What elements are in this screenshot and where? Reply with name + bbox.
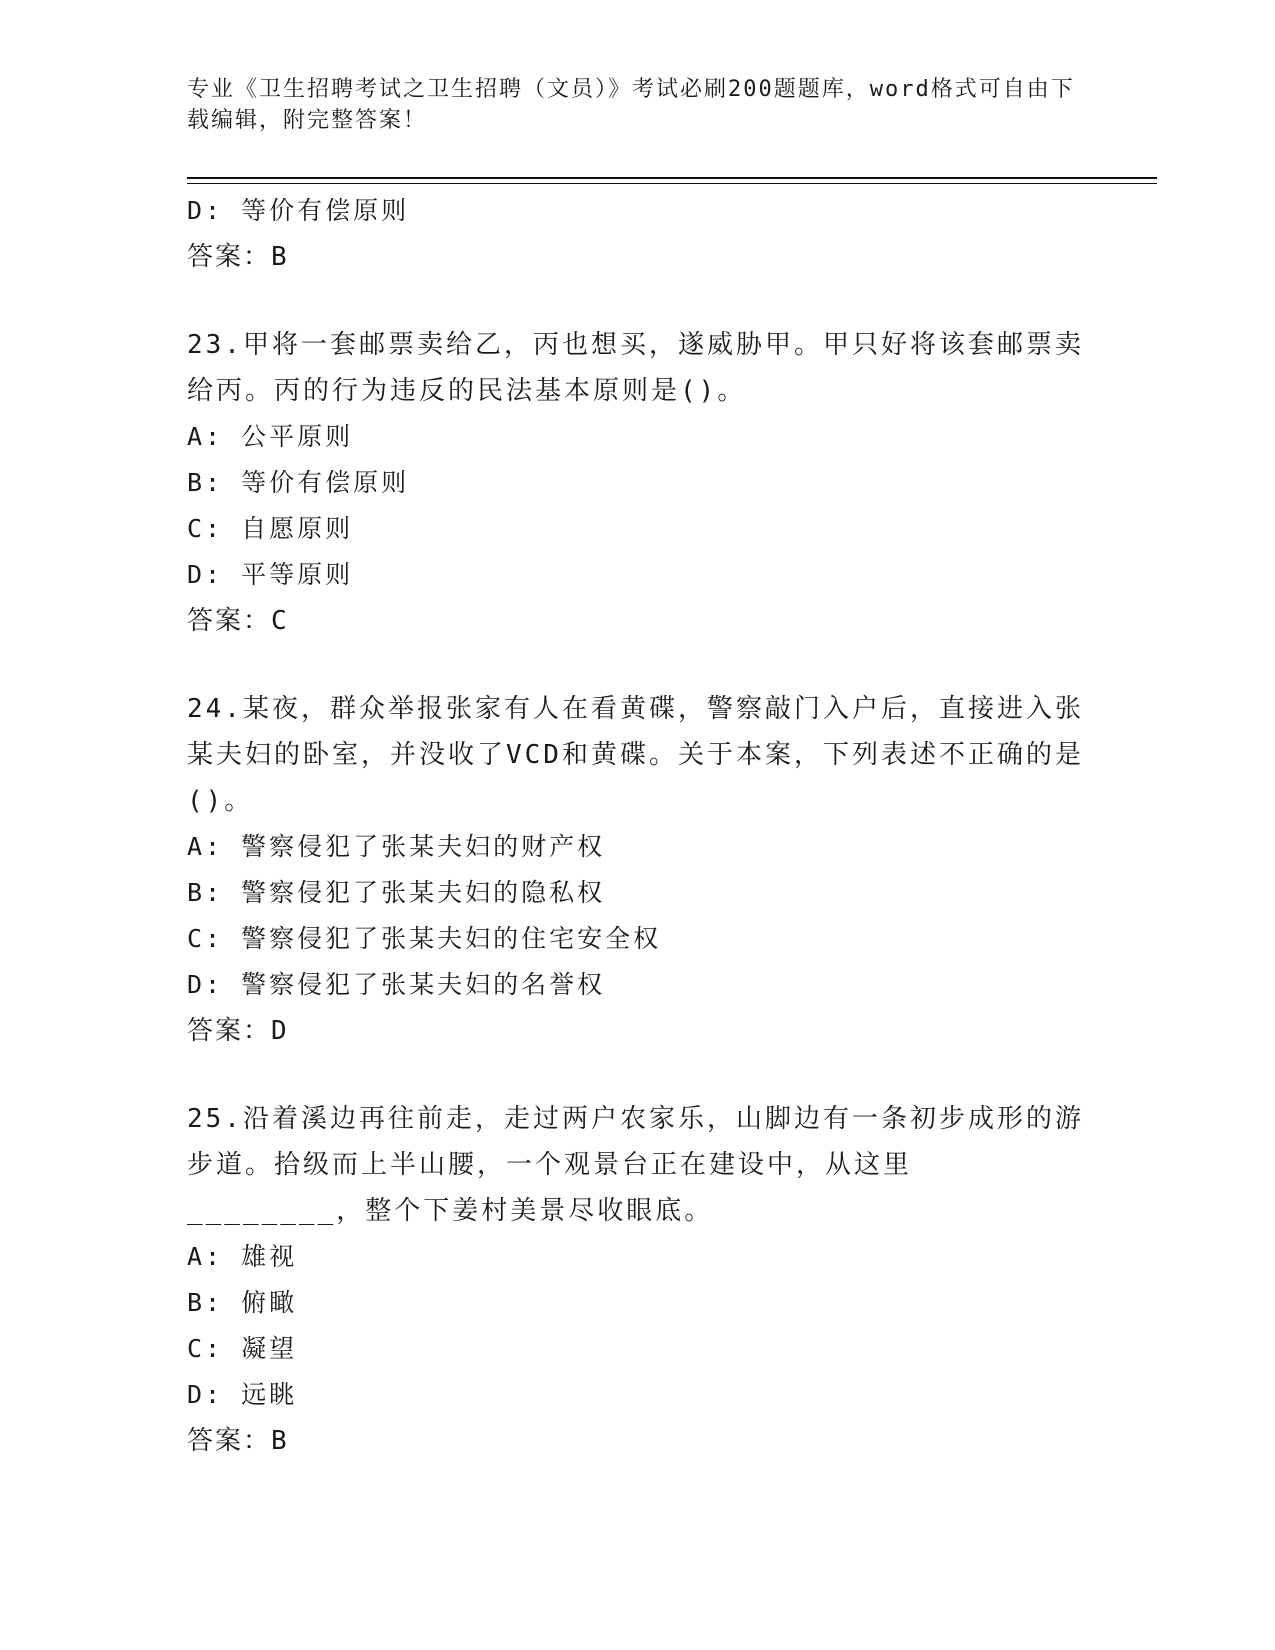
answer-line: 答案：B: [187, 242, 289, 272]
option-d: D: 远眺: [187, 1380, 298, 1409]
document-body: [187, 188, 1087, 1464]
question-23: [187, 322, 1087, 644]
header-divider-thick: [187, 177, 1157, 179]
answer-line: 答案：D: [187, 1016, 289, 1046]
header-divider-thin: [187, 183, 1157, 184]
option-b: B: 等价有偿原则: [187, 468, 410, 497]
option-d: D: 平等原则: [187, 560, 354, 589]
option-c: C: 警察侵犯了张某夫妇的住宅安全权: [187, 924, 662, 953]
option-c: C: 自愿原则: [187, 514, 354, 543]
option-c: C: 凝望: [187, 1334, 298, 1363]
option-b: B: 俯瞰: [187, 1288, 298, 1317]
answer-line: 答案：B: [187, 1426, 289, 1456]
option-a: A: 雄视: [187, 1242, 298, 1271]
option-a: A: 警察侵犯了张某夫妇的财产权: [187, 832, 606, 861]
answer-line: 答案：C: [187, 606, 289, 636]
question-24: [187, 686, 1087, 1054]
question-stem: 23.甲将一套邮票卖给乙，丙也想买，遂威胁甲。甲只好将该套邮票卖给丙。丙的行为违反的民法基本原则是()。: [187, 330, 1084, 406]
option-d: D: 等价有偿原则: [187, 196, 410, 225]
document-header: 专业《卫生招聘考试之卫生招聘（文员）》考试必刷200题题库，word格式可自由下载编辑，附完整答案！: [187, 77, 1075, 133]
option-d: D: 警察侵犯了张某夫妇的名誉权: [187, 970, 606, 999]
question-stem: 25.沿着溪边再往前走，走过两户农家乐，山脚边有一条初步成形的游步道。拾级而上半山腰，一个观景台正在建设中，从这里________，整个下姜村美景尽收眼底。: [187, 1104, 1084, 1226]
option-a: A: 公平原则: [187, 422, 354, 451]
question-25: [187, 1096, 1087, 1464]
option-b: B: 警察侵犯了张某夫妇的隐私权: [187, 878, 606, 907]
question-stem: 24.某夜，群众举报张家有人在看黄碟，警察敲门入户后，直接进入张某夫妇的卧室，并没收了VCD和黄碟。关于本案，下列表述不正确的是()。: [187, 694, 1084, 816]
